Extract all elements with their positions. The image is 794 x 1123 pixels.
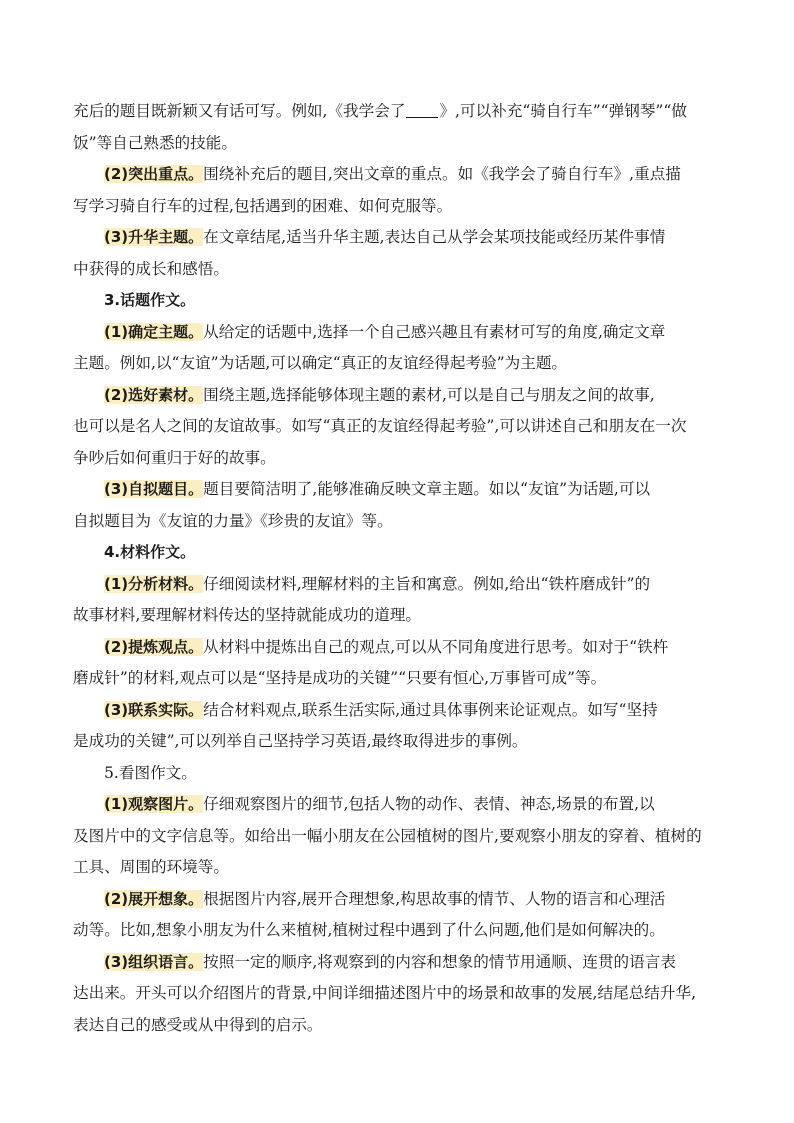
paragraph-text: 是成功的关键”,可以列举自己坚持学习英语,最终取得进步的事例。 (73, 732, 528, 750)
paragraph-text: 达出来。开头可以介绍图片的背景,中间详细描述图片中的场景和故事的发展,结尾总结升华, (73, 984, 697, 1002)
paragraph-text: 写学习骑自行车的过程,包括遇到的困难、如何克服等。 (73, 196, 453, 215)
paragraph-text: 在文章结尾,适当升华主题,表达自己从学会某项技能或经历某件事情 (203, 228, 666, 246)
paragraph-text: 仔细阅读材料,理解材料的主旨和寓意。例如,给出“铁杵磨成针”的 (203, 574, 651, 593)
paragraph-text: 争吵后如何重归于好的故事。 (73, 448, 276, 467)
paragraph-text: 仔细观察图片的细节,包括人物的动作、表情、神态,场景的布置,以 (203, 795, 655, 813)
highlighted-subheading: (3)升华主题。 (104, 228, 204, 246)
paragraph-text: 按照一定的顺序,将观察到的内容和想象的情节用通顺、连贯的语言表 (203, 952, 676, 971)
paragraph-text: 主题。例如,以“友谊”为话题,可以确定“真正的友谊经得起考验”为主题。 (73, 354, 568, 372)
paragraph-text: 饭”等自己熟悉的技能。 (73, 133, 237, 152)
paragraph-refine-viewpoint (73, 632, 725, 695)
paragraph-text: 题目要简洁明了,能够准确反映文章主题。如以“友谊”为话题,可以 (203, 480, 651, 498)
highlighted-subheading: (2)展开想象。 (104, 889, 204, 908)
paragraph-text: 根据图片内容,展开合理想象,构思故事的情节、人物的语言和心理活 (203, 889, 666, 908)
paragraph-text: 》,可以补充“骑自行车”“弹钢琴”“做 (439, 102, 687, 120)
paragraph-text: 及图片中的文字信息等。如给出一幅小朋友在公园植树的图片,要观察小朋友的穿着、植树的 (73, 826, 702, 845)
section-heading-topic-essay: 3.话题作文。 (104, 291, 196, 309)
document-body (73, 96, 725, 1041)
paragraph-text: 从给定的话题中,选择一个自己感兴趣且有素材可写的角度,确定文章 (203, 322, 666, 341)
paragraph-text: 中获得的成长和感悟。 (73, 259, 229, 278)
highlighted-subheading: (2)提炼观点。 (104, 637, 204, 656)
paragraph-choose-material (73, 380, 725, 475)
section-heading-picture-essay: 5.看图作文。 (104, 763, 197, 782)
paragraph-text: 动等。比如,想象小朋友为什么来植树,植树过程中遇到了什么问题,他们是如何解决的。 (73, 921, 665, 939)
paragraph-determine-theme (73, 317, 725, 380)
highlighted-subheading: (2)突出重点。 (104, 165, 204, 183)
paragraph-sublimate-theme (73, 222, 725, 285)
paragraph-text: 工具、周围的环境等。 (73, 858, 229, 876)
paragraph-organize-language (73, 947, 725, 1042)
paragraph-text: 磨成针”的材料,观点可以是“坚持是成功的关键”“只要有恒心,万事皆可成”等。 (73, 669, 607, 687)
section-heading-material-essay: 4.材料作文。 (104, 543, 196, 561)
highlighted-subheading: (2)选好素材。 (104, 385, 204, 404)
paragraph-connect-reality (73, 695, 725, 758)
highlighted-subheading: (1)分析材料。 (104, 574, 204, 593)
highlighted-subheading: (1)观察图片。 (104, 795, 204, 813)
paragraph-text: 围绕主题,选择能够体现主题的素材,可以是自己与朋友之间的故事, (203, 385, 655, 404)
paragraph-title-example (73, 96, 725, 159)
highlighted-subheading: (1)确定主题。 (104, 322, 204, 341)
paragraph-text: 故事材料,要理解材料传达的坚持就能成功的道理。 (73, 606, 422, 624)
paragraph-observe-picture (73, 789, 725, 884)
paragraph-text: 从材料中提炼出自己的观点,可以从不同角度进行思考。如对于“铁杵 (203, 637, 669, 656)
paragraph-self-title (73, 474, 725, 537)
paragraph-analyze-material (73, 569, 725, 632)
paragraph-text: 表达自己的感受或从中得到的启示。 (73, 1015, 323, 1034)
paragraph-imagine (73, 884, 725, 947)
paragraph-text: 自拟题目为《友谊的力量》《珍贵的友谊》等。 (73, 511, 393, 530)
paragraph-text: 充后的题目既新颖又有话可写。例如,《我学会了 (73, 102, 406, 120)
highlighted-subheading: (3)组织语言。 (104, 952, 204, 971)
fill-in-blank (406, 101, 438, 118)
paragraph-text: 围绕补充后的题目,突出文章的重点。如《我学会了骑自行车》,重点描 (203, 165, 681, 183)
paragraph-highlight-focus (73, 159, 725, 222)
paragraph-text: 结合材料观点,联系生活实际,通过具体事例来论证观点。如写“坚持 (203, 700, 658, 719)
highlighted-subheading: (3)自拟题目。 (104, 480, 204, 498)
paragraph-text: 也可以是名人之间的友谊故事。如写“真正的友谊经得起考验”,可以讲述自己和朋友在一次 (73, 417, 687, 435)
highlighted-subheading: (3)联系实际。 (104, 700, 204, 719)
